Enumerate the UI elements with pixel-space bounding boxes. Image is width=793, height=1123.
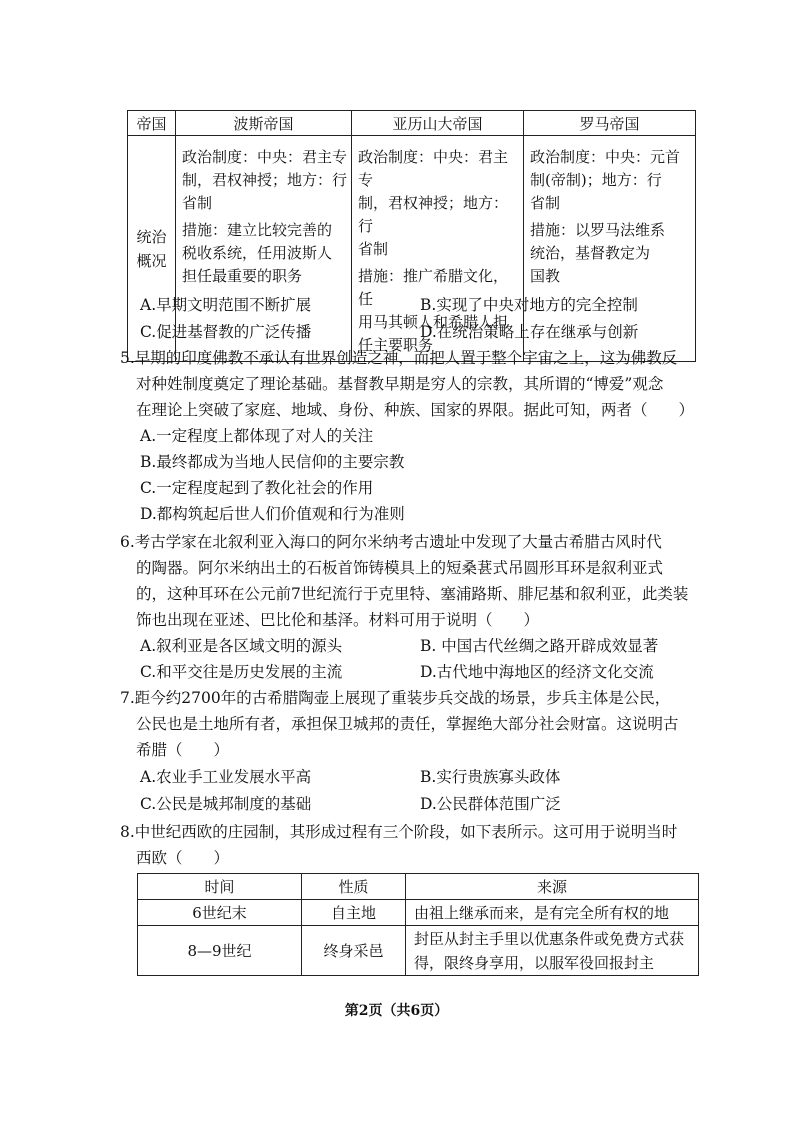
measures-text: 措施：建立比较完善的 税收系统，任用波斯人 担任最重要的职务 <box>182 221 333 285</box>
manor-table <box>137 873 699 976</box>
q6-stem-line: 饰也出现在亚述、巴比伦和基泽。材料可用于说明（ ） <box>136 611 540 629</box>
politics-text: 政治制度：中央：君主专 制，君权神授；地方：行 省制 <box>358 148 509 258</box>
q5-stem-line: 在理论上突破了家庭、地域、身份、种族、国家的界限。据此可知，两者（ ） <box>136 401 695 419</box>
q7-option-a[interactable]: A.农业手工业发展水平高 <box>140 768 312 786</box>
header-cell: 亚历山大帝国 <box>352 111 524 136</box>
q6-option-a[interactable]: A.叙利亚是各区域文明的源头 <box>140 637 343 655</box>
header-cell: 罗马帝国 <box>524 111 696 136</box>
q7-option-d[interactable]: D.公民群体范围广泛 <box>420 795 561 813</box>
nature-cell: 终身采邑 <box>302 926 406 976</box>
q7-stem-line: 公民也是土地所有者，承担保卫城邦的责任，掌握绝大部分社会财富。这说明古 <box>136 715 679 733</box>
q7-stem-line: 7.距今约2700年的古希腊陶壶上展现了重装步兵交战的场景，步兵主体是公民， <box>120 689 671 707</box>
header-cell: 性质 <box>302 874 406 900</box>
time-cell: 8—9世纪 <box>138 926 302 976</box>
row-label-line: 概况 <box>136 251 167 270</box>
q6-stem-line: 的，这种耳环在公元前7世纪流行于克里特、塞浦路斯、腓尼基和叙利亚，此类装 <box>136 585 689 603</box>
time-cell: 6世纪末 <box>138 900 302 926</box>
q4-option-d[interactable]: D.在统治策略上存在继承与创新 <box>420 323 639 341</box>
q5-option-b[interactable]: B.最终都成为当地人民信仰的主要宗教 <box>140 453 405 471</box>
q7-option-b[interactable]: B.实行贵族寡头政体 <box>420 768 561 786</box>
nature-cell: 自主地 <box>302 900 406 926</box>
manor-table-header <box>138 874 699 900</box>
q4-option-a[interactable]: A.早期文明范围不断扩展 <box>140 296 312 314</box>
politics-text: 政治制度：中央：君主专 制，君权神授；地方：行 省制 <box>182 148 348 212</box>
header-cell: 波斯帝国 <box>176 111 352 136</box>
politics-text: 政治制度：中央：元首 制(帝制)；地方：行 省制 <box>530 148 681 212</box>
q8-stem-line: 8.中世纪西欧的庄园制，其形成过程有三个阶段，如下表所示。这可用于说明当时 <box>120 823 678 841</box>
q5-option-a[interactable]: A.一定程度上都体现了对人的关注 <box>140 427 374 445</box>
q6-option-d[interactable]: D.古代地中海地区的经济文化交流 <box>420 663 654 681</box>
q5-option-d[interactable]: D.都构筑起后世人们价值观和行为准则 <box>140 505 405 523</box>
q6-stem-line: 6.考古学家在北叙利亚入海口的阿尔米纳考古遗址中发现了大量古希腊古风时代 <box>120 533 662 551</box>
measures-text: 措施：以罗马法维系 统治，基督教定为 国教 <box>530 221 666 285</box>
empire-table-header <box>128 111 696 136</box>
q6-option-b[interactable]: B. 中国古代丝绸之路开辟成效显著 <box>420 637 659 655</box>
q4-option-b[interactable]: B.实现了中央对地方的完全控制 <box>420 296 638 314</box>
header-cell: 时间 <box>138 874 302 900</box>
q5-stem-line: 对种姓制度奠定了理论基础。基督教早期是穷人的宗教，其所谓的“博爱”观念 <box>136 375 664 393</box>
measures-text: 措施：推广希腊文化，任 用马其顿人和希腊人担 任主要职务 <box>358 267 509 354</box>
q7-option-c[interactable]: C.公民是城邦制度的基础 <box>140 795 312 813</box>
q5-stem-line: 5.早期的印度佛教不承认有世界创造之神，而把人置于整个宇宙之上，这为佛教反 <box>120 349 678 367</box>
source-cell: 由祖上继承而来，是有完全所有权的地 <box>406 900 699 926</box>
q4-option-c[interactable]: C.促进基督教的广泛传播 <box>140 323 312 341</box>
header-cell: 来源 <box>406 874 699 900</box>
q6-option-c[interactable]: C.和平交往是历史发展的主流 <box>140 663 343 681</box>
q5-option-c[interactable]: C.一定程度起到了教化社会的作用 <box>140 479 374 497</box>
manor-table-row <box>138 926 699 976</box>
source-cell: 封臣从封主手里以优惠条件或免费方式获得，限终身享用，以服军役回报封主 <box>406 926 699 976</box>
page-footer: 第2页（共6页） <box>344 1003 449 1019</box>
header-cell: 帝国 <box>128 111 176 136</box>
row-label-line: 统治 <box>136 227 167 246</box>
manor-table-row <box>138 900 699 926</box>
q7-stem-line: 希腊（ ） <box>136 741 230 759</box>
q8-stem-line: 西欧（ ） <box>136 849 230 867</box>
q6-stem-line: 的陶器。阿尔米纳出土的石板首饰铸模具上的短桑葚式吊圆形耳环是叙利亚式 <box>136 559 664 577</box>
